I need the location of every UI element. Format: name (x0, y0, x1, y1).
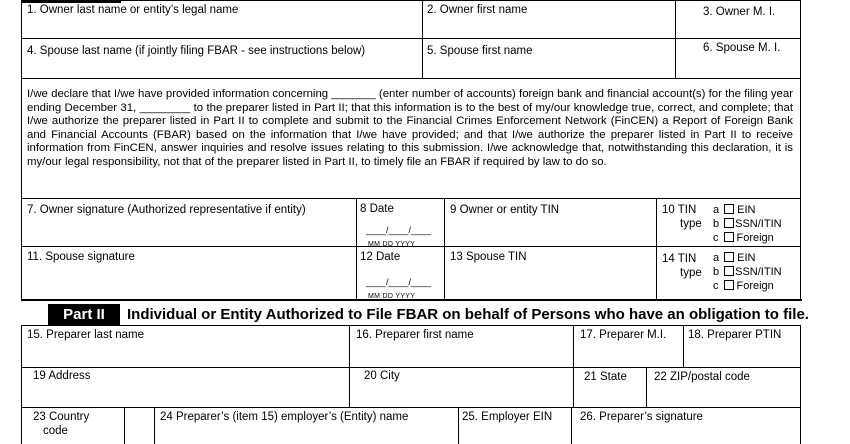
option-letter: a (713, 204, 720, 216)
preparer-employer-name-label: 24 Preparer’s (item 15) employer’s (Entity) name (160, 411, 409, 423)
option-label: Foreign (736, 280, 774, 292)
option-label: Foreign (736, 232, 774, 244)
option-letter: c (713, 232, 719, 244)
spouse-date-blank: ____/____/____ (366, 277, 432, 287)
checkbox-icon[interactable] (724, 232, 734, 242)
spouse-signature-label: 11. Spouse signature (27, 251, 135, 263)
spouse-tin-option-ein[interactable] (713, 252, 755, 265)
spouse-date-format: MM DD YYYY (368, 293, 416, 300)
owner-mi-label: 3. Owner M. I. (703, 6, 776, 18)
preparer-signature-label: 26. Preparer’s signature (580, 411, 703, 423)
owner-signature-label: 7. Owner signature (Authorized representative if entity) (27, 204, 306, 216)
option-label: EIN (737, 252, 756, 264)
option-label: SSN/ITIN (735, 266, 782, 278)
option-letter: b (713, 218, 720, 230)
checkbox-icon[interactable] (724, 252, 734, 262)
owner-tin-type-word: type (680, 218, 702, 230)
spouse-first-name-label: 5. Spouse first name (427, 45, 533, 57)
owner-last-name-label: 1. Owner last name or entity’s legal name (27, 4, 239, 16)
owner-tin-label: 9 Owner or entity TIN (450, 204, 560, 216)
option-label: EIN (737, 204, 756, 216)
preparer-country-label: 23 Country (33, 411, 90, 423)
owner-date-label: 8 Date (360, 203, 394, 215)
declaration-text: I/we declare that I/we have provided information concerning _______ (enter number of accounts) foreign bank and financial account(s) for the filing year ending December 31, ________ to the preparer listed in Part II; that this information is to the best of my/our knowledge true, correct, and complete; that I/we authorize the preparer listed in Part II to complete and submit to the Financial Crimes Enforcement Network (FinCEN) a Report of Foreign Bank and Financial Accounts (FBAR) based on the information that I/we have provided; and that I/we authorize the preparer listed in Part II to receive information from FinCEN, answer inquiries and resolve issues relating to this submission. I/we acknowledge that, notwithstanding this declaration, it is my/our legal responsibility, not that of the preparer listed in Part II, to timely file an FBAR if required by law to do so. (27, 88, 793, 168)
option-label: SSN/ITIN (735, 218, 782, 230)
checkbox-icon[interactable] (724, 218, 734, 228)
owner-date-blank: ____/____/____ (366, 225, 432, 235)
preparer-address-label: 19 Address (33, 370, 91, 382)
spouse-tin-label: 13 Spouse TIN (450, 251, 527, 263)
owner-tin-option-ssn[interactable] (713, 218, 782, 231)
checkbox-icon[interactable] (724, 204, 734, 214)
preparer-state-label: 21 State (584, 371, 627, 383)
employer-ein-label: 25. Employer EIN (462, 411, 553, 423)
spouse-last-name-field[interactable] (21, 38, 422, 78)
spouse-tin-type-word: type (680, 267, 702, 279)
owner-tin-option-foreign[interactable] (713, 232, 774, 245)
spouse-mi-label: 6. Spouse M. I. (703, 42, 781, 54)
checkbox-icon[interactable] (724, 280, 734, 290)
part2-badge: Part II (48, 304, 120, 326)
checkbox-icon[interactable] (724, 266, 734, 276)
option-letter: c (713, 280, 719, 292)
preparer-mi-label: 17. Preparer M.I. (580, 329, 667, 341)
spouse-first-name-field[interactable] (422, 38, 675, 78)
part2-top-rule (21, 299, 802, 301)
option-letter: b (713, 266, 720, 278)
preparer-city-label: 20 City (364, 370, 400, 382)
preparer-country-code-box[interactable] (124, 407, 154, 444)
spouse-date-label: 12 Date (360, 251, 401, 263)
preparer-ptin-label: 18. Preparer PTIN (688, 329, 782, 341)
owner-first-name-label: 2. Owner first name (427, 4, 528, 16)
preparer-zip-label: 22 ZIP/postal code (654, 371, 750, 383)
preparer-country-label-2: code (43, 425, 68, 437)
preparer-first-name-label: 16. Preparer first name (356, 329, 474, 341)
preparer-last-name-label: 15. Preparer last name (27, 329, 144, 341)
spouse-tin-option-foreign[interactable] (713, 280, 774, 293)
spouse-last-name-label: 4. Spouse last name (if jointly filing FBAR - see instructions below) (27, 45, 366, 57)
owner-tin-type-label: 10 TIN (662, 204, 697, 216)
owner-date-format: MM DD YYYY (368, 241, 416, 248)
spouse-tin-option-ssn[interactable] (713, 266, 782, 279)
option-letter: a (713, 252, 720, 264)
part2-title: Individual or Entity Authorized to File FBAR on behalf of Persons who have an obligation to file. (127, 306, 809, 323)
spouse-tin-type-label: 14 TIN (662, 253, 697, 265)
owner-tin-option-ein[interactable] (713, 204, 755, 217)
